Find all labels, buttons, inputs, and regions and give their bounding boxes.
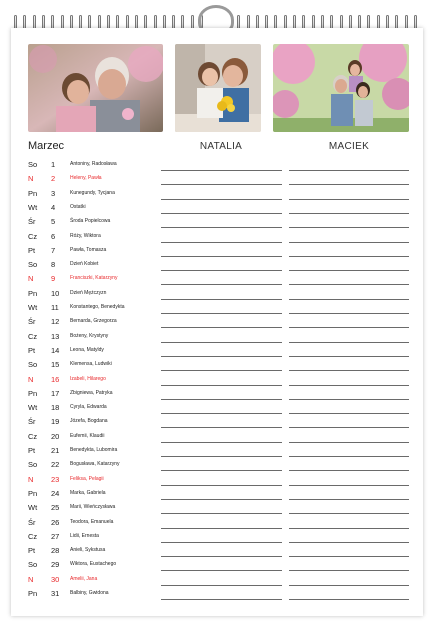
name-days: Franciszki, Katarzyny: [70, 275, 118, 282]
day-of-week: Pn: [28, 488, 38, 498]
day-row: [11, 459, 423, 473]
name-days: Cyryla, Edwarda: [70, 404, 107, 411]
write-line-natalia[interactable]: [161, 570, 282, 571]
photo-mother-daughter: [175, 44, 261, 132]
day-number: 15: [51, 360, 60, 370]
day-number: 28: [51, 546, 60, 556]
day-of-week: Cz: [28, 231, 38, 241]
day-row: [11, 259, 423, 273]
day-of-week: N: [28, 274, 34, 284]
name-days: Ostatki: [70, 203, 86, 210]
name-days: Bogusława, Katarzyny: [70, 461, 120, 468]
day-number: 1: [51, 160, 56, 169]
write-line-maciek[interactable]: [289, 556, 409, 557]
write-line-natalia[interactable]: [161, 456, 282, 457]
day-of-week: Pn: [28, 288, 38, 298]
write-line-natalia[interactable]: [161, 242, 282, 243]
write-line-maciek[interactable]: [289, 570, 409, 571]
day-number: 21: [51, 446, 60, 455]
day-number: 7: [51, 245, 56, 255]
write-line-natalia[interactable]: [161, 342, 282, 343]
day-of-week: Pt: [28, 446, 36, 455]
name-days: Zbigniewa, Patryka: [70, 389, 113, 396]
day-number: 29: [51, 560, 60, 570]
day-number: 20: [51, 431, 60, 441]
write-line-natalia[interactable]: [161, 284, 282, 285]
name-days: Bożeny, Krystyny: [70, 332, 109, 339]
write-line-maciek[interactable]: [289, 485, 409, 486]
write-line-natalia[interactable]: [161, 442, 282, 443]
name-days: Izabeli, Hilarego: [70, 375, 106, 382]
write-line-natalia[interactable]: [161, 227, 282, 228]
day-of-week: Cz: [28, 331, 38, 341]
day-of-week: So: [28, 560, 38, 570]
write-line-maciek[interactable]: [289, 427, 409, 428]
day-row: [11, 188, 423, 202]
write-line-maciek[interactable]: [289, 499, 409, 500]
write-line-natalia[interactable]: [161, 599, 282, 600]
day-number: 23: [51, 474, 60, 484]
day-of-week: Pn: [28, 388, 38, 398]
name-days: Eufemii, Klaudii: [70, 432, 105, 439]
day-number: 22: [51, 460, 60, 470]
write-line-maciek[interactable]: [289, 470, 409, 471]
write-line-natalia[interactable]: [161, 270, 282, 271]
write-line-maciek[interactable]: [289, 199, 409, 200]
day-of-week: Pn: [28, 188, 38, 198]
day-row: [11, 488, 423, 502]
day-of-week: So: [28, 460, 38, 470]
day-row: [11, 359, 423, 373]
name-days: Heleny, Pawła: [70, 175, 102, 182]
day-row: [11, 531, 423, 545]
day-of-week: Wt: [28, 503, 38, 513]
day-number: 10: [51, 288, 60, 298]
write-line-maciek[interactable]: [289, 442, 409, 443]
write-line-natalia[interactable]: [161, 327, 282, 328]
month-title: Marzec: [28, 140, 65, 152]
day-of-week: Wt: [28, 303, 38, 312]
day-of-week: So: [28, 160, 38, 169]
day-number: 24: [51, 488, 60, 498]
write-line-maciek[interactable]: [289, 342, 409, 343]
day-row: [11, 273, 423, 287]
write-line-maciek[interactable]: [289, 599, 409, 600]
write-line-maciek[interactable]: [289, 242, 409, 243]
write-line-natalia[interactable]: [161, 528, 282, 529]
day-number: 6: [51, 231, 56, 241]
day-of-week: So: [28, 260, 38, 270]
day-number: 16: [51, 374, 60, 384]
write-line-maciek[interactable]: [289, 284, 409, 285]
day-row: [11, 559, 423, 573]
day-number: 27: [51, 531, 60, 541]
day-number: 14: [51, 345, 60, 355]
name-days: Środa Popielcowa: [70, 218, 111, 225]
name-days: Antoniny, Radosława: [70, 161, 117, 167]
day-of-week: Cz: [28, 431, 38, 441]
write-line-natalia[interactable]: [161, 399, 282, 400]
write-line-natalia[interactable]: [161, 356, 282, 357]
column-title-maciek: MACIEK: [328, 141, 370, 152]
day-row: [11, 588, 423, 602]
write-line-maciek[interactable]: [289, 542, 409, 543]
name-days: Pawła, Tomasza: [70, 246, 107, 253]
name-days: Józefa, Bogdana: [70, 418, 108, 425]
write-line-natalia[interactable]: [161, 499, 282, 500]
day-number: 13: [51, 331, 60, 341]
day-row: [11, 216, 423, 230]
day-row: [11, 402, 423, 416]
day-of-week: N: [28, 574, 34, 584]
day-row: [11, 245, 423, 259]
write-line-natalia[interactable]: [161, 213, 282, 214]
day-of-week: Śr: [28, 217, 36, 227]
write-line-maciek[interactable]: [289, 399, 409, 400]
name-days: Dzień Kobiet: [70, 261, 99, 268]
day-number: 18: [51, 403, 60, 413]
name-days: Róży, Wiktora: [70, 232, 101, 239]
write-line-maciek[interactable]: [289, 213, 409, 214]
day-of-week: Cz: [28, 531, 38, 541]
day-row: [11, 159, 423, 173]
name-days: Bernarda, Grzegorza: [70, 318, 117, 325]
write-line-natalia[interactable]: [161, 513, 282, 514]
write-line-natalia[interactable]: [161, 542, 282, 543]
name-days: Kunegundy, Tycjana: [70, 189, 115, 196]
write-line-maciek[interactable]: [289, 327, 409, 328]
write-line-maciek[interactable]: [289, 585, 409, 586]
day-row: [11, 474, 423, 488]
write-line-maciek[interactable]: [289, 528, 409, 529]
write-line-maciek[interactable]: [289, 356, 409, 357]
name-days: Teodora, Emanuela: [70, 518, 114, 525]
day-of-week: Wt: [28, 202, 38, 212]
day-of-week: N: [28, 474, 34, 484]
day-number: 25: [51, 503, 60, 513]
name-days: Konstantego, Benedykta: [70, 304, 125, 310]
day-of-week: Pt: [28, 345, 36, 355]
day-number: 30: [51, 574, 60, 584]
day-number: 2: [51, 174, 56, 184]
day-of-week: Śr: [28, 417, 36, 427]
write-line-maciek[interactable]: [289, 227, 409, 228]
day-of-week: Śr: [28, 317, 36, 327]
write-line-natalia[interactable]: [161, 370, 282, 371]
write-line-maciek[interactable]: [289, 256, 409, 257]
calendar-page: [11, 28, 423, 616]
write-line-maciek[interactable]: [289, 170, 409, 171]
day-number: 9: [51, 274, 56, 284]
name-days: Marka, Gabriela: [70, 489, 106, 496]
write-line-maciek[interactable]: [289, 513, 409, 514]
name-days: Anieli, Sykstusa: [70, 547, 106, 554]
day-number: 31: [51, 589, 60, 598]
day-row: [11, 545, 423, 559]
write-line-maciek[interactable]: [289, 385, 409, 386]
day-number: 4: [51, 202, 56, 212]
write-line-maciek[interactable]: [289, 313, 409, 314]
day-of-week: Pt: [28, 546, 36, 556]
day-of-week: Pn: [28, 589, 38, 598]
photo-family-blossoms: [273, 44, 409, 132]
day-row: [11, 388, 423, 402]
day-number: 5: [51, 217, 56, 227]
write-line-natalia[interactable]: [161, 299, 282, 300]
write-line-natalia[interactable]: [161, 313, 282, 314]
day-of-week: N: [28, 174, 34, 184]
day-number: 11: [51, 303, 59, 312]
day-row: [11, 302, 423, 316]
write-line-maciek[interactable]: [289, 370, 409, 371]
photo-grandfather-granddaughter: [28, 44, 163, 132]
day-row: [11, 574, 423, 588]
write-line-maciek[interactable]: [289, 184, 409, 185]
day-row: [11, 431, 423, 445]
day-number: 8: [51, 260, 56, 270]
name-days: Klemensa, Ludwiki: [70, 361, 112, 368]
write-line-natalia[interactable]: [161, 427, 282, 428]
name-days: Balbiny, Gwidona: [70, 590, 109, 596]
write-line-natalia[interactable]: [161, 470, 282, 471]
write-line-natalia[interactable]: [161, 170, 282, 171]
name-days: Amelii, Jana: [70, 575, 98, 582]
write-line-maciek[interactable]: [289, 299, 409, 300]
day-of-week: Wt: [28, 403, 38, 413]
write-line-natalia[interactable]: [161, 385, 282, 386]
day-row: [11, 345, 423, 359]
write-line-natalia[interactable]: [161, 199, 282, 200]
day-number: 19: [51, 417, 60, 427]
day-row: [11, 445, 423, 459]
day-row: [11, 374, 423, 388]
write-line-natalia[interactable]: [161, 413, 282, 414]
write-line-maciek[interactable]: [289, 456, 409, 457]
day-row: [11, 316, 423, 330]
day-of-week: Śr: [28, 517, 36, 527]
day-number: 26: [51, 517, 60, 527]
write-line-natalia[interactable]: [161, 585, 282, 586]
write-line-maciek[interactable]: [289, 270, 409, 271]
day-row: [11, 517, 423, 531]
day-row: [11, 202, 423, 216]
day-row: [11, 331, 423, 345]
name-days: Leona, Matyldy: [70, 346, 104, 353]
day-row: [11, 173, 423, 187]
write-line-natalia[interactable]: [161, 556, 282, 557]
day-row: [11, 231, 423, 245]
write-line-natalia[interactable]: [161, 485, 282, 486]
day-of-week: N: [28, 374, 34, 384]
column-title-natalia: NATALIA: [199, 141, 243, 152]
name-days: Marii, Wieńczysława: [70, 504, 116, 511]
day-row: [11, 416, 423, 430]
name-days: Feliksa, Pelagii: [70, 475, 104, 482]
day-number: 12: [51, 317, 60, 327]
name-days: Lidii, Ernesta: [70, 532, 99, 539]
name-days: Wiktora, Eustachego: [70, 561, 117, 568]
day-number: 3: [51, 188, 56, 198]
name-days: Benedykta, Lubomira: [70, 447, 118, 453]
day-of-week: Pt: [28, 245, 36, 255]
day-row: [11, 502, 423, 516]
day-of-week: So: [28, 360, 38, 370]
day-number: 17: [51, 388, 60, 398]
day-row: [11, 288, 423, 302]
write-line-maciek[interactable]: [289, 413, 409, 414]
write-line-natalia[interactable]: [161, 184, 282, 185]
name-days: Dzień Mężczyzn: [70, 289, 107, 296]
write-line-natalia[interactable]: [161, 256, 282, 257]
